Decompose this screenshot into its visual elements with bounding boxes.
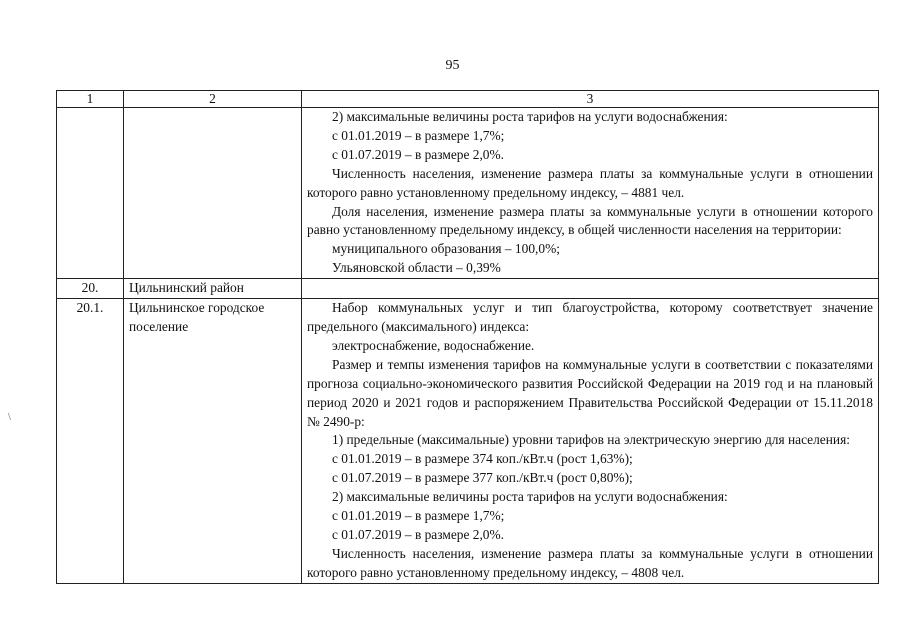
paragraph: 1) предельные (максимальные) уровни тарифов на электрическую энергию для населения: — [332, 432, 850, 448]
municipality-cell: Цильнинский район — [124, 279, 302, 299]
municipality-cell — [124, 108, 302, 279]
paragraph: Доля населения, изменение размера платы за коммунальные услуги в отношении которого равно установленному предельному индексу, в общей численности населения на территории: — [307, 203, 873, 238]
text-line: муниципального образования – 100,0%; — [332, 241, 560, 257]
description-cell — [302, 299, 879, 584]
text-line: 2) максимальные величины роста тарифов на услуги водоснабжения: — [332, 489, 728, 505]
text-line: с 01.07.2019 – в размере 2,0%. — [332, 526, 504, 542]
text-line: с 01.01.2019 – в размере 374 коп./кВт.ч (рост 1,63%); — [332, 451, 633, 467]
text-line: электроснабжение, водоснабжение. — [332, 337, 535, 353]
row-number-cell: 20. — [57, 279, 124, 299]
text-line: с 01.01.2019 – в размере 1,7%; — [332, 127, 505, 143]
paragraph: Численность населения, изменение размера платы за коммунальные услуги в отношении которого равно установленному предельному индексу, – 4808 чел. — [307, 545, 873, 580]
table-row — [57, 279, 879, 299]
table-body — [57, 108, 879, 584]
column-header: 1 — [57, 91, 124, 108]
table-row — [57, 108, 879, 279]
text-line: Ульяновской области – 0,39% — [332, 260, 501, 276]
municipality-cell: Цильнинское городское поселение — [124, 299, 302, 584]
text-line: с 01.07.2019 – в размере 2,0%. — [332, 146, 504, 162]
row-number-cell: 20.1. — [57, 299, 124, 584]
text-line: с 01.07.2019 – в размере 377 коп./кВт.ч (рост 0,80%); — [332, 470, 633, 486]
description-cell — [302, 279, 879, 299]
description-cell — [302, 108, 879, 279]
paragraph: Набор коммунальных услуг и тип благоустройства, которому соответствует значение предельного (максимального) индекса: — [307, 300, 873, 334]
paragraph: Размер и темпы изменения тарифов на коммунальные услуги в соответствии с показателями прогноза социально-экономического развития Российской Федерации на 2019 год и на плановый период 2020 и 2021 годов и распоряжением Правительства Российской Федерации от 15.11.2018 № 2490-р: — [307, 356, 873, 429]
page-number: 95 — [445, 58, 460, 73]
table-row — [57, 299, 879, 584]
text-line: с 01.01.2019 – в размере 1,7%; — [332, 508, 505, 524]
tariff-table — [56, 90, 879, 584]
column-header: 3 — [302, 91, 879, 108]
text-line: 2) максимальные величины роста тарифов на услуги водоснабжения: — [332, 109, 728, 124]
column-header: 2 — [124, 91, 302, 108]
scan-mark: \ — [8, 412, 11, 423]
column-header-row — [57, 91, 879, 108]
paragraph: Численность населения, изменение размера платы за коммунальные услуги в отношении которого равно установленному предельному индексу, – 4881 чел. — [307, 165, 873, 200]
row-number-cell — [57, 108, 124, 279]
